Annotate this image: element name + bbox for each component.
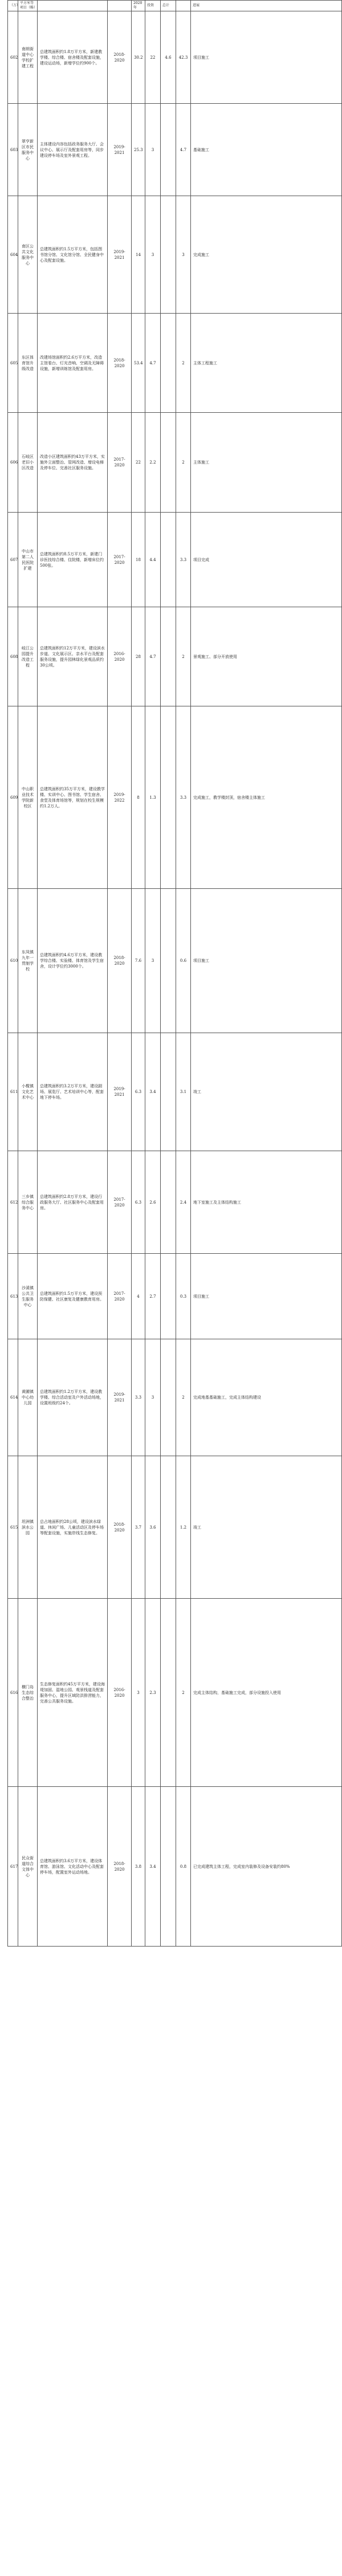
project-description-cell: 总建筑面积约8.5万平方米，新建门诊医技综合楼、住院楼，新增床位约500张。 (38, 513, 108, 607)
investment-a-cell: 3 (145, 1339, 161, 1456)
total-investment-cell: 3.3 (132, 1339, 145, 1456)
row-number-cell: 614 (8, 1339, 18, 1456)
header-cell: 2020年 (132, 1, 145, 11)
investment-a-cell: 2.3 (145, 1599, 161, 1787)
project-name-cell: 石岐区老旧小区改造 (18, 413, 38, 513)
investment-a-cell: 3 (145, 104, 161, 196)
row-number-cell: 605 (8, 314, 18, 413)
project-table (7, 0, 342, 1947)
project-description-cell: 总建筑面积约1.8万平方米，新建教学楼、综合楼、宿舍楼及配套设施，建设运动场，新增学位约900个。 (38, 11, 108, 104)
progress-note-cell: 主体工程施工 (191, 314, 342, 413)
row-number-cell: 608 (8, 607, 18, 706)
row-number-cell: 613 (8, 1254, 18, 1339)
table-row (8, 1033, 342, 1151)
construction-period-cell: 2016-2020 (108, 1599, 132, 1787)
investment-c-cell: 4.7 (176, 104, 191, 196)
investment-b-cell (161, 889, 176, 1033)
project-name-cell: 南区公共文化服务中心 (18, 196, 38, 314)
total-investment-cell: 3 (132, 1599, 145, 1787)
construction-period-cell: 2018-2020 (108, 314, 132, 413)
project-description-cell: 改造小区建筑面积约43万平方米，实施外立面整治、管网改造、增设电梯及停车位、完善社区服务设施。 (38, 413, 108, 513)
investment-c-cell: 3.3 (176, 706, 191, 889)
project-description-cell: 改建场馆面积约2.6万平方米，改造主馆看台、灯光音响、空调及无障碍设施，新增训练馆及配套用房。 (38, 314, 108, 413)
investment-a-cell: 4.4 (145, 513, 161, 607)
project-description-cell: 主体建设内容包括政务服务大厅、会议中心、展示厅及配套用房等，同步建设停车场及室外景观工程。 (38, 104, 108, 196)
table-row (8, 314, 342, 413)
investment-a-cell: 1.3 (145, 706, 161, 889)
project-name-cell: 中山市第二人民医院扩建 (18, 513, 38, 607)
project-description-cell: 生态修复面积约45万平方米，建设海堤加固、湿地公园、观景栈道及配套服务中心，提升区域防洪排涝能力，完善公共服务设施。 (38, 1599, 108, 1787)
investment-c-cell: 3.3 (176, 513, 191, 607)
table-row (8, 1254, 342, 1339)
project-description-cell: 总建筑面积约35万平方米，建设教学楼、实训中心、图书馆、学生宿舍、食堂及体育场馆等，规划在校生规模约1.2万人。 (38, 706, 108, 889)
row-number-cell: 611 (8, 1033, 18, 1151)
project-name-cell: 岐江公园提升改造工程 (18, 607, 38, 706)
table-header-row (8, 1, 342, 11)
investment-b-cell (161, 1456, 176, 1599)
progress-note-cell: 完成地基基础施工，完成主体结构建设 (191, 1339, 342, 1456)
project-description-cell: 总建筑面积约3.2万平方米，建设剧场、展览厅、艺术培训中心等，配套地下停车场。 (38, 1033, 108, 1151)
construction-period-cell: 2019-2021 (108, 1339, 132, 1456)
investment-b-cell (161, 104, 176, 196)
investment-b-cell (161, 1151, 176, 1254)
project-description-cell: 总建筑面积约1.5万平方米，建设预防保健、社区康复及健康教育用房。 (38, 1254, 108, 1339)
header-cell: 总计 (161, 1, 176, 11)
table-body (8, 1, 342, 1947)
table-row (8, 104, 342, 196)
investment-c-cell: 2.4 (176, 1151, 191, 1254)
investment-a-cell: 3.4 (145, 1787, 161, 1947)
investment-c-cell: 42.3 (176, 11, 191, 104)
row-number-cell: 616 (8, 1599, 18, 1787)
progress-note-cell: 基础施工 (191, 104, 342, 196)
construction-period-cell: 2017-2020 (108, 413, 132, 513)
total-investment-cell: 22 (132, 413, 145, 513)
table-row (8, 413, 342, 513)
row-number-cell: 615 (8, 1456, 18, 1599)
investment-b-cell (161, 1599, 176, 1787)
project-description-cell: 总建筑面积约1.5万平方米，包括图书馆分馆、文化馆分馆、全民健身中心及配套设施。 (38, 196, 108, 314)
investment-b-cell (161, 706, 176, 889)
total-investment-cell: 8 (132, 706, 145, 889)
investment-c-cell: 1.2 (176, 1456, 191, 1599)
header-cell: 进展 (191, 1, 342, 11)
progress-note-cell: 完成施工，教学楼封顶，宿舍楼主体施工 (191, 706, 342, 889)
investment-c-cell: 2 (176, 1599, 191, 1787)
table-row (8, 513, 342, 607)
project-name-cell: 三乡镇综合服务中心 (18, 1151, 38, 1254)
progress-note-cell: 竣工 (191, 1033, 342, 1151)
investment-b-cell (161, 1254, 176, 1339)
table-row (8, 1456, 342, 1599)
row-number-cell: 604 (8, 196, 18, 314)
table-row (8, 1151, 342, 1254)
investment-c-cell: 0.6 (176, 889, 191, 1033)
header-cell: （万） (8, 1, 18, 11)
table-row (8, 1599, 342, 1787)
construction-period-cell: 2018-2020 (108, 889, 132, 1033)
project-description-cell: 总建筑面积约1.2万平方米，建设教学楼、综合活动室及户外活动场地，设置班级约24个。 (38, 1339, 108, 1456)
table-row (8, 11, 342, 104)
progress-note-cell: 已完成建筑主体工程，完成室内装修及设备安装约80% (191, 1787, 342, 1947)
investment-a-cell: 2.7 (145, 1254, 161, 1339)
project-name-cell: 中山职业技术学院新校区 (18, 706, 38, 889)
construction-period-cell: 2017-2020 (108, 1254, 132, 1339)
investment-c-cell: 3.1 (176, 1033, 191, 1151)
total-investment-cell: 6.3 (132, 1151, 145, 1254)
investment-a-cell: 4.7 (145, 607, 161, 706)
investment-a-cell: 4.7 (145, 314, 161, 413)
project-description-cell: 总建筑面积约3.6万平方米，建设体育馆、游泳馆、文化活动中心及配套停车场，配置室外运动场地。 (38, 1787, 108, 1947)
progress-note-cell: 项目施工 (191, 1254, 342, 1339)
construction-period-cell: 2019-2021 (108, 104, 132, 196)
construction-period-cell: 2016-2020 (108, 607, 132, 706)
project-name-cell: 东区体育馆升级改造 (18, 314, 38, 413)
table-row (8, 889, 342, 1033)
investment-c-cell: 2 (176, 1339, 191, 1456)
project-name-cell: 翠亨新区市民服务中心 (18, 104, 38, 196)
investment-c-cell: 2 (176, 413, 191, 513)
total-investment-cell: 28 (132, 607, 145, 706)
header-cell (38, 1, 108, 11)
investment-a-cell: 2.2 (145, 413, 161, 513)
row-number-cell: 610 (8, 889, 18, 1033)
investment-b-cell (161, 607, 176, 706)
total-investment-cell: 4 (132, 1254, 145, 1339)
progress-note-cell: 完成施工 (191, 196, 342, 314)
table-row (8, 706, 342, 889)
construction-period-cell: 2019-2021 (108, 196, 132, 314)
header-cell (176, 1, 191, 11)
investment-a-cell: 3.6 (145, 1456, 161, 1599)
construction-period-cell: 2018-2020 (108, 1456, 132, 1599)
total-investment-cell: 3.8 (132, 1787, 145, 1947)
progress-note-cell: 项目完成 (191, 513, 342, 607)
total-investment-cell: 3.7 (132, 1456, 145, 1599)
row-number-cell: 603 (8, 104, 18, 196)
investment-b-cell: 4.6 (161, 11, 176, 104)
total-investment-cell: 7.6 (132, 889, 145, 1033)
project-name-cell: 南朗街道中心学校扩建工程 (18, 11, 38, 104)
investment-c-cell: 2 (176, 607, 191, 706)
investment-a-cell: 3 (145, 889, 161, 1033)
row-number-cell: 609 (8, 706, 18, 889)
total-investment-cell: 30.2 (132, 11, 145, 104)
investment-a-cell: 3.4 (145, 1033, 161, 1151)
construction-period-cell: 2018-2020 (108, 1787, 132, 1947)
investment-a-cell: 3 (145, 196, 161, 314)
header-cell: 投资 (145, 1, 161, 11)
construction-period-cell: 2019-2022 (108, 706, 132, 889)
investment-b-cell (161, 1033, 176, 1151)
investment-b-cell (161, 314, 176, 413)
construction-period-cell: 2018-2020 (108, 11, 132, 104)
row-number-cell: 607 (8, 513, 18, 607)
project-name-cell: 民众街道综合文体中心 (18, 1787, 38, 1947)
progress-note-cell: 项目施工 (191, 11, 342, 104)
project-name-cell: 黄圃镇中心幼儿园 (18, 1339, 38, 1456)
table-row (8, 1339, 342, 1456)
investment-b-cell (161, 513, 176, 607)
total-investment-cell: 25.3 (132, 104, 145, 196)
investment-b-cell (161, 196, 176, 314)
investment-c-cell: 0.8 (176, 1787, 191, 1947)
investment-b-cell (161, 1339, 176, 1456)
row-number-cell: 617 (8, 1787, 18, 1947)
row-number-cell: 602 (8, 11, 18, 104)
total-investment-cell: 18 (132, 513, 145, 607)
progress-note-cell: 景观施工、部分开放使用 (191, 607, 342, 706)
header-cell: 平方米等项目（略） (18, 1, 38, 11)
total-investment-cell: 14 (132, 196, 145, 314)
investment-c-cell: 3 (176, 196, 191, 314)
investment-b-cell (161, 1787, 176, 1947)
investment-a-cell: 2.6 (145, 1151, 161, 1254)
project-name-cell: 坦洲镇滨水公园 (18, 1456, 38, 1599)
project-description-cell: 总建筑面积约2.8万平方米，建设行政服务大厅、社区服务中心及配套用房。 (38, 1151, 108, 1254)
construction-period-cell: 2017-2020 (108, 1151, 132, 1254)
row-number-cell: 612 (8, 1151, 18, 1254)
progress-note-cell: 竣工 (191, 1456, 342, 1599)
project-name-cell: 东凤镇九年一贯制学校 (18, 889, 38, 1033)
project-description-cell: 总建筑面积约4.6万平方米，建设教学综合楼、实验楼、体育馆及学生宿舍，设计学位约3000个。 (38, 889, 108, 1033)
investment-c-cell: 0.3 (176, 1254, 191, 1339)
investment-c-cell: 2 (176, 314, 191, 413)
construction-period-cell: 2017-2020 (108, 513, 132, 607)
table-row (8, 196, 342, 314)
progress-note-cell: 主体施工 (191, 413, 342, 513)
total-investment-cell: 6.3 (132, 1033, 145, 1151)
investment-a-cell: 22 (145, 11, 161, 104)
project-name-cell: 沙溪镇公共卫生服务中心 (18, 1254, 38, 1339)
table-row (8, 607, 342, 706)
row-number-cell: 606 (8, 413, 18, 513)
project-name-cell: 小榄镇文化艺术中心 (18, 1033, 38, 1151)
project-name-cell: 横门岛生态综合整治 (18, 1599, 38, 1787)
construction-period-cell: 2019-2021 (108, 1033, 132, 1151)
table-row (8, 1787, 342, 1947)
progress-note-cell: 项目施工 (191, 889, 342, 1033)
project-description-cell: 总建筑面积约12万平方米，建设滨水步道、文化展示区、亲水平台及配套服务设施，提升园林绿化景观品质约30公顷。 (38, 607, 108, 706)
progress-note-cell: 完成主体结构，基础施工完成，部分设施投入使用 (191, 1599, 342, 1787)
project-description-cell: 总占地面积约28公顷，建设滨水绿道、休闲广场、儿童活动区及停车场等配套设施，实施岸线生态修复。 (38, 1456, 108, 1599)
progress-note-cell: 地下室施工及主体结构施工 (191, 1151, 342, 1254)
total-investment-cell: 53.4 (132, 314, 145, 413)
header-cell (108, 1, 132, 11)
investment-b-cell (161, 413, 176, 513)
